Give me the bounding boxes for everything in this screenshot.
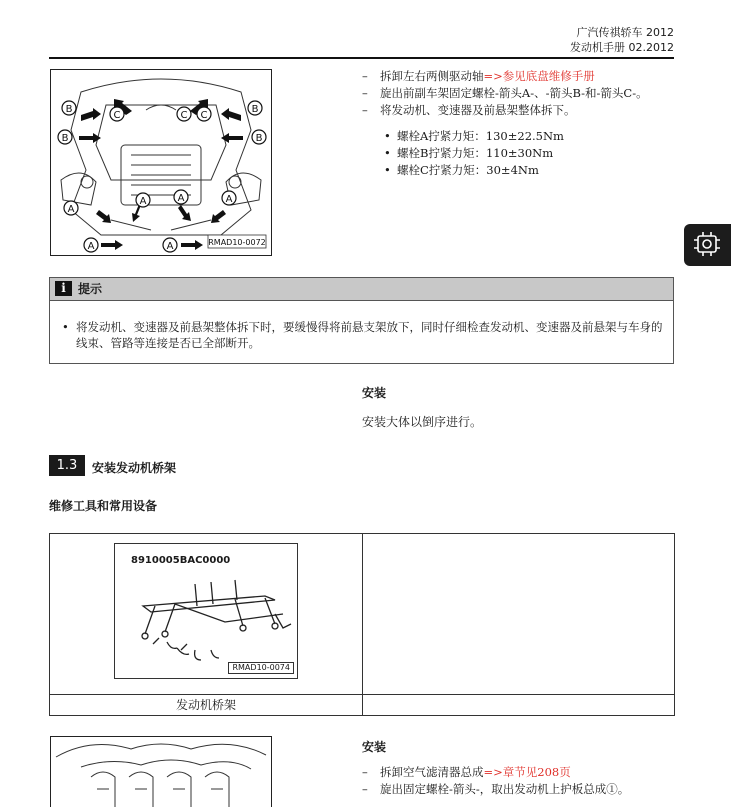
callout-a: A	[166, 241, 174, 252]
callout-c: C	[113, 110, 121, 121]
callout-a: A	[139, 196, 147, 207]
tool-caption-empty	[363, 695, 675, 716]
tool-figure-code: RMAD10-0074	[228, 662, 294, 674]
torque-spec-item: • 螺栓C拧紧力矩：30±4Nm	[381, 162, 671, 179]
install-heading: 安装	[362, 386, 387, 400]
engine-cover-diagram	[50, 736, 272, 807]
install-steps	[362, 764, 682, 798]
list-item: – 将发动机、变速器及前悬架整体拆下。	[362, 102, 682, 119]
tool-caption: 发动机桥架	[50, 695, 363, 716]
callout-c: C	[180, 110, 188, 121]
list-item: – 拆卸空气滤清器总成=>章节见208页	[362, 764, 682, 781]
header-subtitle: 发动机手册 02.2012	[570, 41, 674, 54]
torque-spec-item: • 螺栓B拧紧力矩：110±30Nm	[381, 145, 671, 162]
note-header	[50, 278, 673, 301]
install-heading-2: 安装	[362, 740, 387, 754]
callout-b: B	[251, 104, 259, 115]
torque-spec-list	[381, 128, 671, 179]
header-rule	[49, 57, 674, 59]
tools-table	[49, 533, 675, 716]
list-item: – 拆卸左右两侧驱动轴=>参见底盘维修手册	[362, 68, 682, 85]
note-box	[49, 277, 674, 364]
subframe-bolt-diagram	[50, 69, 272, 256]
install-text: 安装大体以倒序进行。	[362, 415, 483, 429]
removal-steps	[362, 68, 682, 119]
list-item: – 旋出固定螺栓-箭头-，取出发动机上护板总成①。	[362, 781, 682, 798]
callout-b: B	[61, 133, 69, 144]
torque-spec-item: • 螺栓A拧紧力矩：130±22.5Nm	[381, 128, 671, 145]
callout-c: C	[200, 110, 208, 121]
list-item: – 旋出前副车架固定螺栓-箭头A-、-箭头B-和-箭头C-。	[362, 85, 682, 102]
running-header	[570, 25, 674, 55]
note-title: 提示	[78, 282, 103, 296]
figure-code: RMAD10-0072	[208, 238, 266, 247]
callout-b: B	[255, 133, 263, 144]
callout-b: B	[65, 104, 73, 115]
callout-a: A	[87, 241, 95, 252]
engine-support-tool-figure	[114, 543, 298, 679]
tool-empty-cell	[363, 534, 675, 695]
callout-a: A	[67, 204, 75, 215]
tool-code: 8910005BAC0000	[131, 555, 231, 566]
chapter-tab-engine-icon	[684, 224, 731, 266]
cross-reference-link[interactable]: =>章节见208页	[483, 765, 571, 779]
info-icon: i	[55, 281, 72, 296]
cross-reference-link[interactable]: =>参见底盘维修手册	[483, 69, 595, 83]
header-title: 广汽传祺轿车 2012	[576, 26, 674, 39]
section-title: 安装发动机桥架	[92, 461, 177, 475]
note-text: • 将发动机、变速器及前悬架整体拆下时，要缓慢得将前悬支架放下，同时仔细检查发动机、变速器及前悬架与车身的线束、管路等连接是否已全部断开。	[62, 319, 663, 351]
callout-a: A	[225, 194, 233, 205]
tools-heading: 维修工具和常用设备	[49, 499, 158, 513]
callout-a: A	[177, 193, 185, 204]
section-number: 1.3	[49, 455, 85, 476]
tool-image-cell	[50, 534, 363, 695]
